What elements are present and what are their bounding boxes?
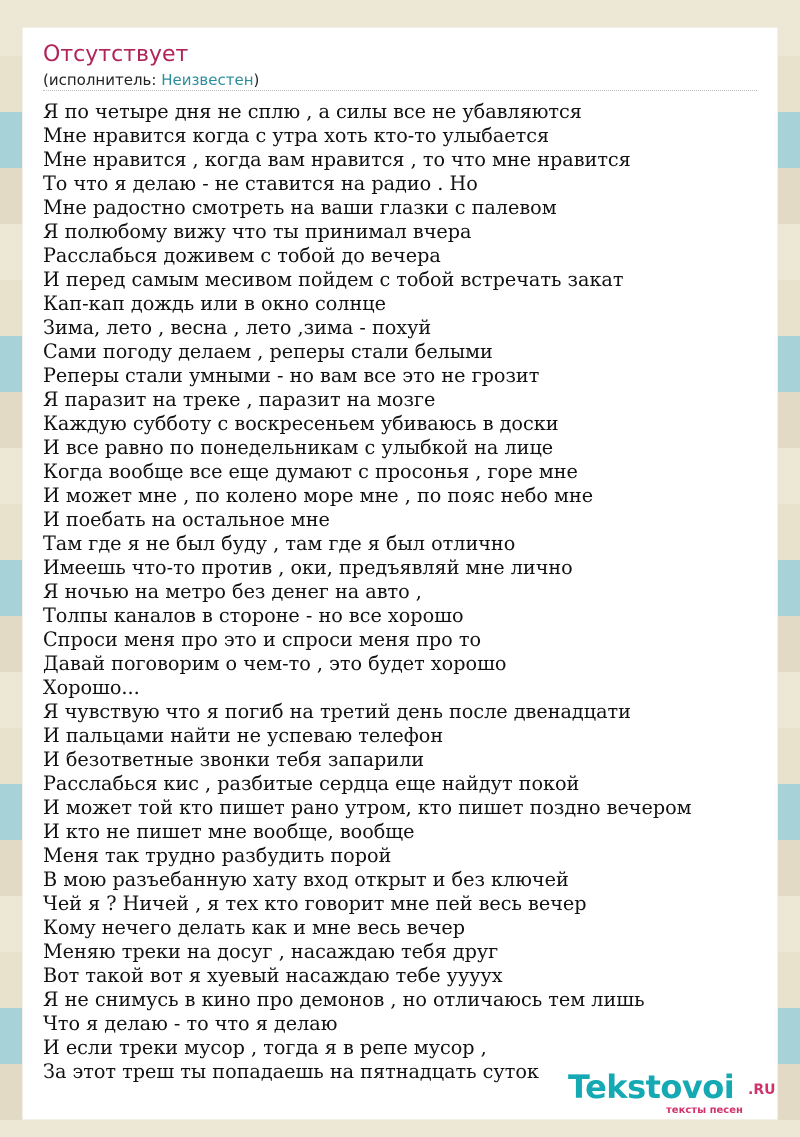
lyric-line: Там где я не был буду , там где я был отлично [43, 532, 516, 555]
lyric-line: Кап-кап дождь или в окно солнце [43, 292, 386, 315]
lyric-line: И может мне , по колено море мне , по пояс небо мне [43, 484, 594, 507]
lyric-line: Я полюбому вижу что ты принимал вчера [43, 220, 472, 243]
lyric-line: Я паразит на треке , паразит на мозге [43, 388, 436, 411]
lyric-line: И если треки мусор , тогда я в репе мусор , [43, 1036, 487, 1059]
lyric-line: Мне радостно смотреть на ваши глазки с палевом [43, 196, 557, 219]
lyric-line: Зима, лето , весна , лето ,зима - похуй [43, 316, 432, 339]
lyric-line: Когда вообще все еще думают с просонья , горе мне [43, 460, 578, 483]
lyric-line: Я ночью на метро без денег на авто , [43, 580, 422, 603]
lyric-line: И может той кто пишет рано утром, кто пишет поздно вечером [43, 796, 692, 819]
lyric-line: Давай поговорим о чем-то , это будет хорошо [43, 652, 507, 675]
lyric-line: Вот такой вот я хуевый насаждаю тебе ууууx [43, 964, 503, 987]
lyric-line: Я чувствую что я погиб на третий день после двенадцати [43, 700, 631, 723]
lyric-line: Реперы стали умными - но вам все это не грозит [43, 364, 540, 387]
lyric-line: Что я делаю - то что я делаю [43, 1012, 338, 1035]
lyric-line: И безответные звонки тебя запарили [43, 748, 425, 771]
lyric-line: Меняю треки на досуг , насаждаю тебя друг [43, 940, 499, 963]
logo-name: Tekstovoi [568, 1068, 735, 1106]
lyric-line: И перед самым месивом пойдем с тобой встречать закат [43, 268, 624, 291]
lyric-line: Я по четыре дня не сплю , а силы все не убавляются [43, 100, 582, 123]
lyric-line: И пальцами найти не успеваю телефон [43, 724, 444, 747]
lyrics-page [23, 28, 777, 1119]
lyrics-text [43, 100, 768, 1084]
artist-prefix: (исполнитель: [43, 71, 162, 89]
lyric-line: И все равно по понедельникам с улыбкой на лице [43, 436, 554, 459]
artist-line [43, 71, 259, 89]
logo-tagline: тексты песен [666, 1105, 743, 1116]
logo-domain: .RU [748, 1082, 776, 1098]
lyric-line: И поебать на остальное мне [43, 508, 330, 531]
lyric-line: Мне нравится когда с утра хоть кто-то улыбается [43, 124, 550, 147]
lyric-line: Меня так трудно разбудить порой [43, 844, 392, 867]
song-title: Отсутствует [43, 42, 189, 67]
lyric-line: И кто не пишет мне вообще, вообще [43, 820, 415, 843]
lyric-line: Кому нечего делать как и мне весь вечер [43, 916, 466, 939]
lyric-line: За этот треш ты попадаешь на пятнадцать суток [43, 1060, 539, 1083]
lyric-line: Имеешь что-то против , оки, предъявляй мне лично [43, 556, 573, 579]
lyric-line: В мою разъебанную хату вход открыт и без ключей [43, 868, 569, 891]
lyric-line: Хорошо... [43, 676, 140, 699]
lyric-line: Расслабься кис , разбитые сердца еще найдут покой [43, 772, 580, 795]
lyric-line: Каждую субботу с воскресеньем убиваюсь в доски [43, 412, 559, 435]
lyric-line: Толпы каналов в стороне - но все хорошо [43, 604, 464, 627]
artist-suffix: ) [253, 71, 260, 89]
title-divider [43, 90, 757, 91]
lyric-line: Мне нравится , когда вам нравится , то что мне нравится [43, 148, 631, 171]
lyric-line: То что я делаю - не ставится на радио . Но [43, 172, 478, 195]
lyric-line: Сами погоду делаем , реперы стали белыми [43, 340, 493, 363]
lyric-line: Расслабься доживем с тобой до вечера [43, 244, 441, 267]
artist-link[interactable]: Неизвестен [161, 71, 254, 89]
tekstovoi-logo[interactable] [568, 1068, 778, 1118]
lyric-line: Чей я ? Ничей , я тех кто говорит мне пей весь вечер [43, 892, 587, 915]
lyric-line: Я не снимусь в кино про демонов , но отличаюсь тем лишь [43, 988, 645, 1011]
lyric-line: Спроси меня про это и спроси меня про то [43, 628, 481, 651]
